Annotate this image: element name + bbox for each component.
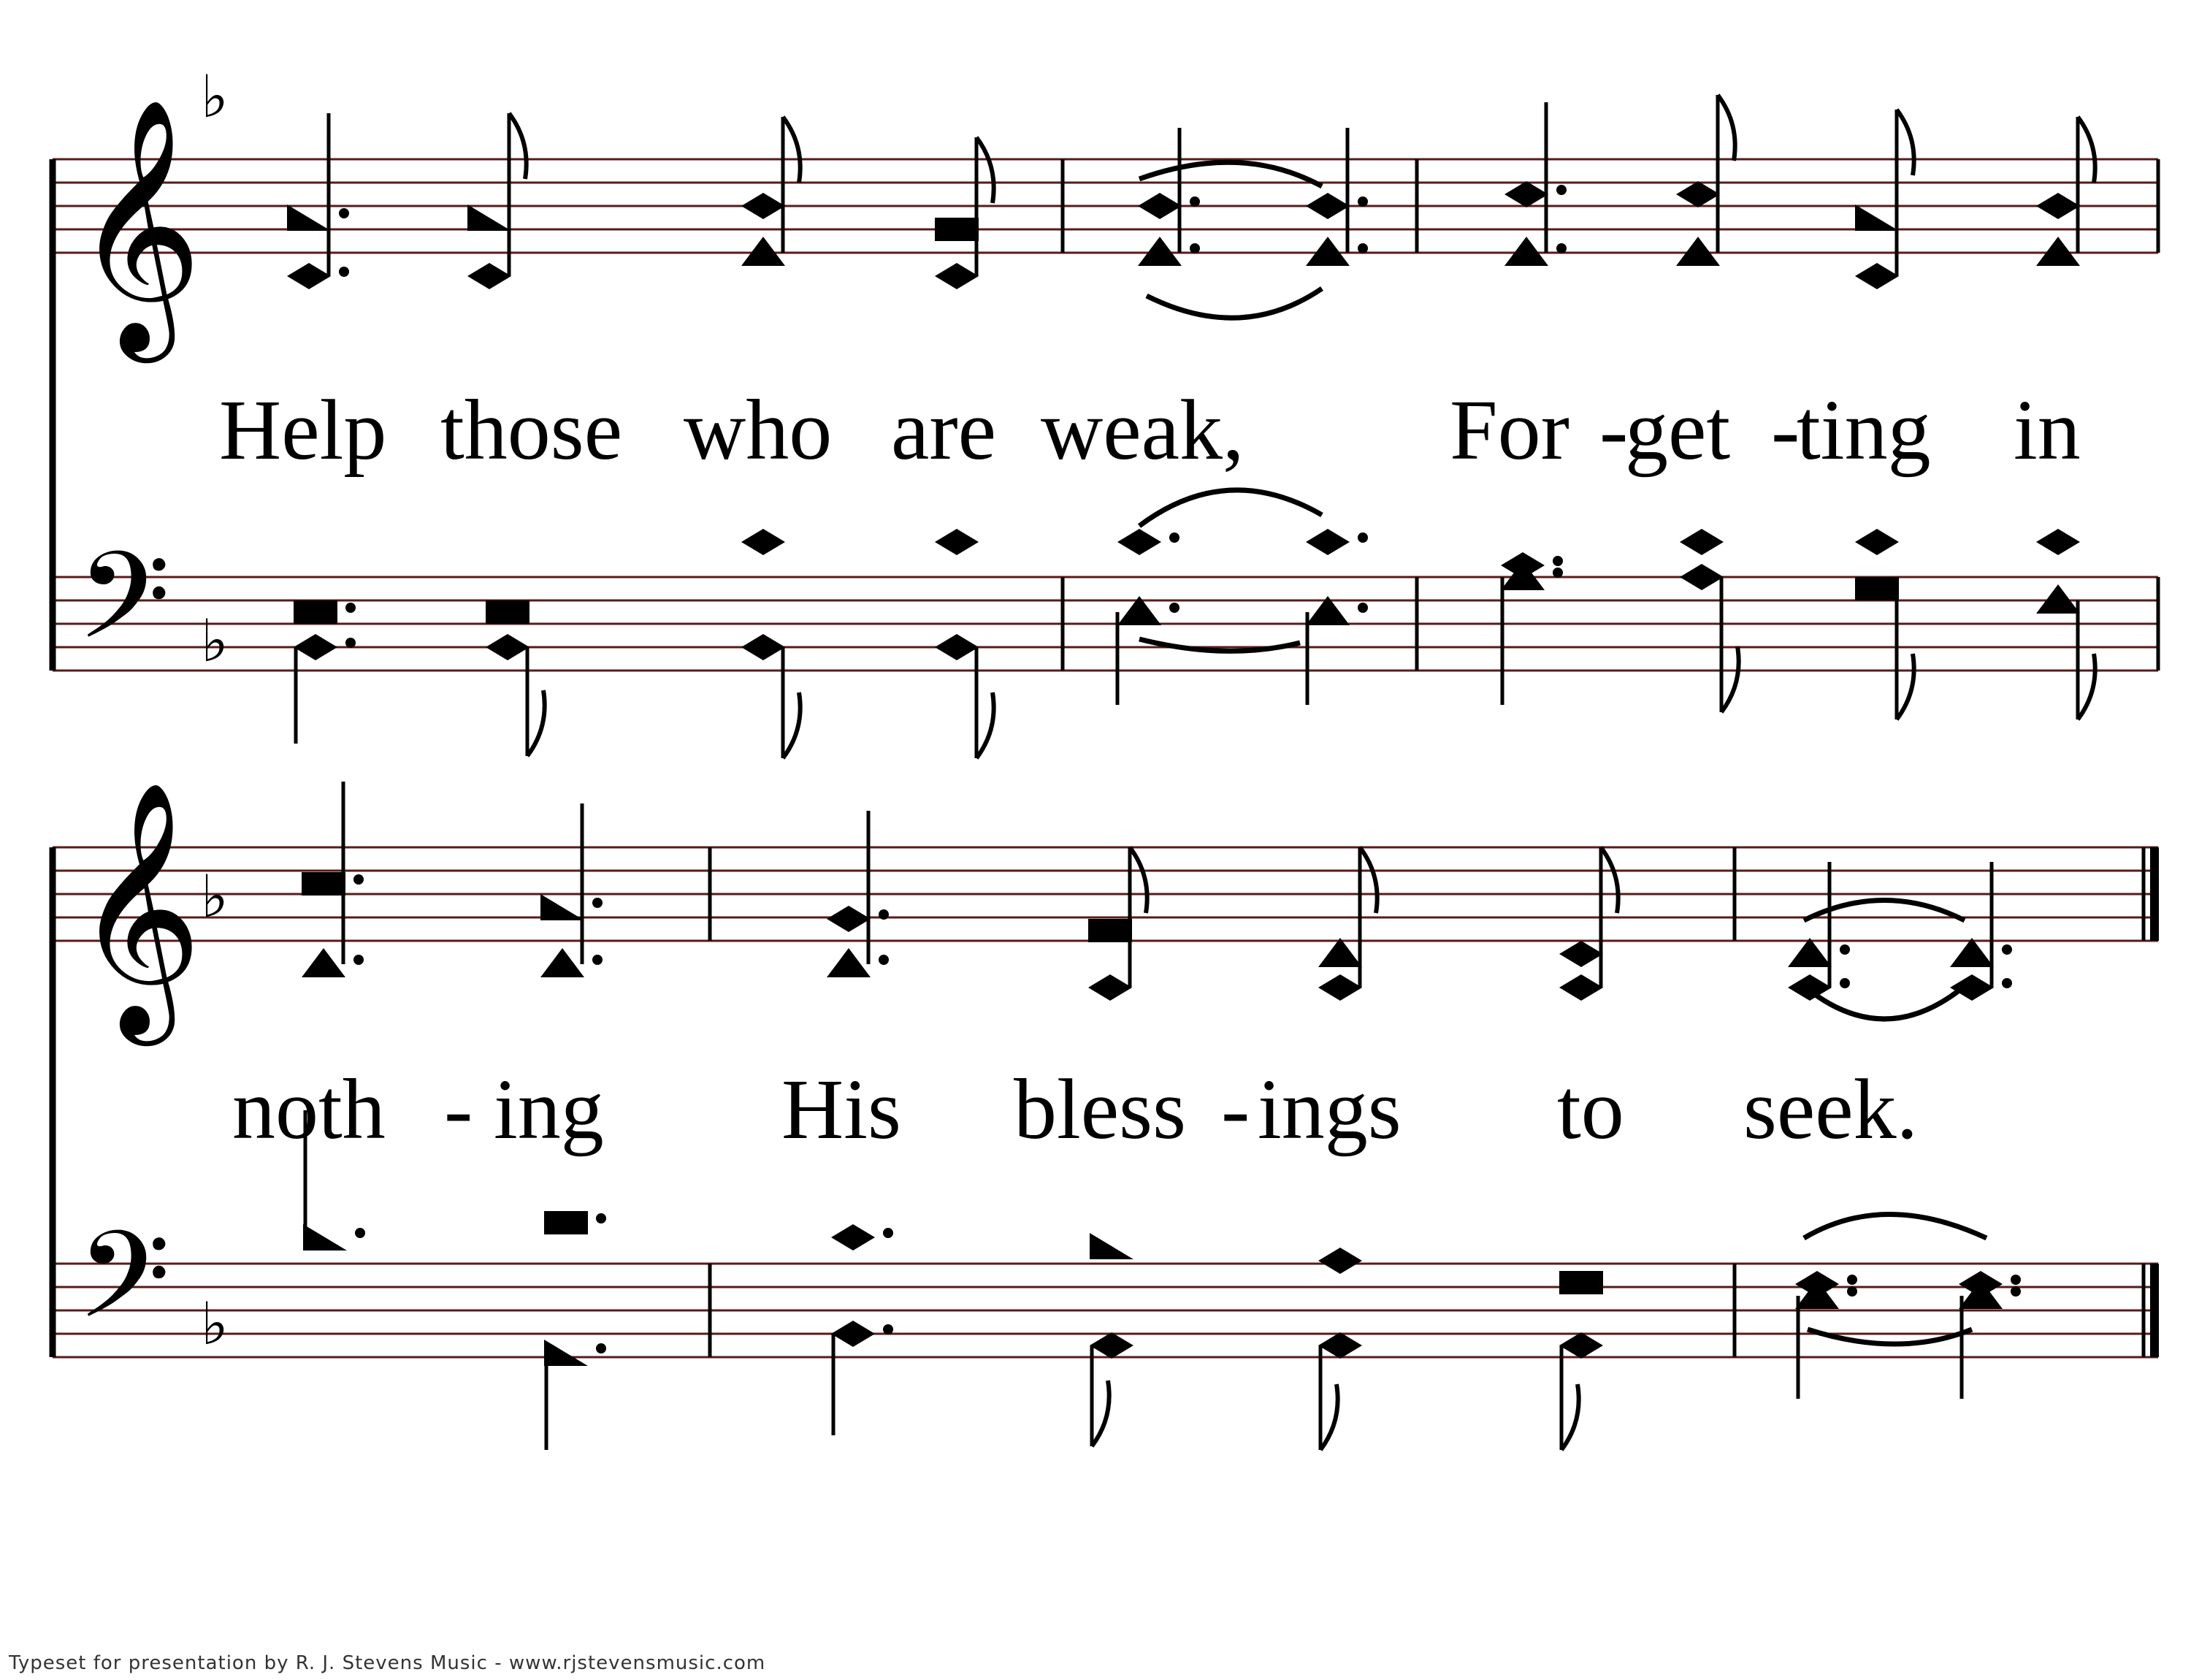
note-head bbox=[1676, 237, 1720, 266]
lyric: those bbox=[440, 382, 623, 478]
flat-icon bbox=[201, 863, 229, 931]
lyric: Help bbox=[219, 382, 387, 478]
note-head bbox=[1950, 974, 1994, 1001]
note-head bbox=[486, 634, 529, 660]
augmentation-dot bbox=[345, 638, 356, 648]
note-head bbox=[1559, 1332, 1603, 1359]
augmentation-dot bbox=[353, 874, 364, 885]
note-flag bbox=[1130, 847, 1147, 913]
note-head bbox=[1088, 974, 1132, 1001]
lyric: ting bbox=[1797, 382, 1931, 478]
staff-lines bbox=[53, 159, 2159, 1357]
final-barline bbox=[2150, 1264, 2159, 1357]
augmentation-dot bbox=[1358, 243, 1368, 253]
note-head bbox=[1090, 1233, 1133, 1259]
svg-text:𝄞: 𝄞 bbox=[73, 779, 203, 1034]
note-head bbox=[1306, 237, 1350, 266]
note-flag bbox=[527, 690, 545, 756]
tie bbox=[1147, 289, 1322, 318]
tie bbox=[1804, 1215, 1987, 1239]
note-head bbox=[741, 634, 785, 660]
lyric-hyphen: - bbox=[1221, 1061, 1250, 1157]
augmentation-dot bbox=[879, 955, 889, 965]
lyric: His bbox=[781, 1061, 901, 1157]
lyric: bless bbox=[1014, 1061, 1186, 1157]
svg-text:♭: ♭ bbox=[201, 63, 229, 131]
note-head bbox=[741, 237, 785, 266]
final-barline bbox=[2150, 847, 2159, 941]
augmentation-dot bbox=[592, 898, 603, 908]
augmentation-dot bbox=[353, 955, 364, 965]
note-head bbox=[1855, 263, 1899, 289]
note-head bbox=[831, 1321, 875, 1347]
note-head bbox=[1559, 1271, 1603, 1294]
note-head bbox=[287, 205, 331, 231]
note-head bbox=[1950, 938, 1994, 967]
augmentation-dot bbox=[1556, 185, 1567, 195]
svg-text:𝄢: 𝄢 bbox=[77, 526, 171, 696]
note-head bbox=[1855, 205, 1899, 231]
lyric: noth bbox=[232, 1061, 386, 1157]
lyric: ings bbox=[1258, 1061, 1402, 1157]
lyric: seek. bbox=[1743, 1061, 1919, 1157]
note-flag bbox=[1601, 847, 1618, 913]
note-flag bbox=[1320, 1384, 1338, 1450]
note-head bbox=[1117, 529, 1161, 555]
bass-clef-icon bbox=[77, 526, 171, 696]
note-flag bbox=[976, 137, 994, 203]
note-head bbox=[544, 1211, 588, 1234]
note-head bbox=[1318, 938, 1362, 967]
augmentation-dot bbox=[1840, 944, 1850, 955]
augmentation-dot bbox=[596, 1343, 606, 1353]
svg-text:♭: ♭ bbox=[201, 1290, 229, 1358]
note-head bbox=[544, 1340, 588, 1366]
bass-clef-icon bbox=[77, 1205, 171, 1375]
augmentation-dot bbox=[879, 909, 889, 920]
note-head bbox=[1306, 193, 1350, 219]
note-head bbox=[302, 872, 345, 896]
note-head bbox=[303, 1224, 347, 1251]
note-head bbox=[1504, 181, 1548, 207]
augmentation-dot bbox=[2011, 1275, 2021, 1285]
augmentation-dot bbox=[596, 1213, 606, 1223]
augmentation-dot bbox=[1190, 196, 1200, 207]
note-head bbox=[935, 263, 979, 289]
svg-text:♭: ♭ bbox=[201, 607, 229, 675]
tie bbox=[1808, 1329, 1972, 1344]
note-head bbox=[1088, 919, 1132, 942]
note-head bbox=[486, 600, 529, 624]
note-flag bbox=[509, 113, 527, 179]
flat-icon bbox=[201, 1290, 229, 1358]
note-head bbox=[1680, 564, 1724, 590]
svg-text:♭: ♭ bbox=[201, 863, 229, 931]
note-head bbox=[1855, 577, 1899, 600]
augmentation-dot bbox=[2011, 1286, 2021, 1297]
tie bbox=[1804, 986, 1965, 1019]
note-head bbox=[294, 600, 337, 624]
note-head bbox=[1676, 181, 1720, 207]
note-head bbox=[935, 218, 979, 241]
lyric: get bbox=[1625, 382, 1731, 478]
augmentation-dot bbox=[1190, 243, 1200, 253]
note-head bbox=[1090, 1332, 1133, 1359]
note-head bbox=[1680, 529, 1724, 555]
note-flag bbox=[1092, 1381, 1109, 1446]
note-head bbox=[287, 263, 331, 289]
note-head bbox=[1318, 974, 1362, 1001]
note-flag bbox=[783, 692, 800, 758]
note-head bbox=[1559, 941, 1603, 967]
note-head bbox=[1318, 1332, 1362, 1359]
note-head bbox=[302, 948, 345, 977]
note-head bbox=[1138, 193, 1182, 219]
augmentation-dot bbox=[2002, 978, 2012, 988]
augmentation-dot bbox=[1358, 196, 1368, 207]
augmentation-dot bbox=[592, 955, 603, 965]
footer-credit: Typeset for presentation by R. J. Stevens Music - www.rjstevensmusic.com bbox=[9, 1652, 766, 1674]
note-flag bbox=[1561, 1384, 1579, 1450]
augmentation-dot bbox=[1847, 1286, 1857, 1297]
augmentation-dot bbox=[1169, 532, 1179, 543]
note-flag bbox=[783, 117, 800, 183]
augmentation-dot bbox=[355, 1228, 365, 1238]
note-head bbox=[827, 948, 871, 977]
note-head bbox=[2036, 529, 2080, 555]
augmentation-dot bbox=[1358, 532, 1368, 543]
note-head bbox=[831, 1224, 875, 1251]
augmentation-dot bbox=[1358, 603, 1368, 613]
augmentation-dot bbox=[1553, 556, 1563, 566]
augmentation-dot bbox=[345, 603, 356, 613]
augmentation-dot bbox=[1553, 568, 1563, 578]
lyric: weak, bbox=[1041, 382, 1244, 478]
augmentation-dot bbox=[339, 267, 349, 277]
lyric: For bbox=[1450, 382, 1569, 478]
treble-clef-icon bbox=[73, 779, 202, 1047]
note-flag bbox=[2078, 654, 2095, 719]
note-head bbox=[935, 529, 979, 555]
note-flag bbox=[976, 692, 994, 758]
note-head bbox=[467, 205, 511, 231]
tie bbox=[1139, 490, 1322, 526]
lyric: to bbox=[1557, 1061, 1624, 1157]
augmentation-dot bbox=[883, 1228, 893, 1238]
augmentation-dot bbox=[339, 208, 349, 218]
note-head bbox=[1318, 1248, 1362, 1274]
augmentation-dot bbox=[2002, 944, 2012, 955]
note-head bbox=[540, 948, 584, 977]
augmentation-dot bbox=[1556, 243, 1567, 253]
notes bbox=[287, 95, 2095, 1450]
note-head bbox=[827, 906, 871, 932]
note-flag bbox=[2078, 117, 2095, 183]
note-head bbox=[1559, 974, 1603, 1001]
flat-icon bbox=[201, 63, 229, 131]
treble-clef-icon bbox=[73, 96, 202, 364]
note-head bbox=[1306, 529, 1350, 555]
note-head bbox=[1788, 938, 1832, 967]
note-head bbox=[1855, 529, 1899, 555]
note-head bbox=[935, 634, 979, 660]
lyric: in bbox=[2014, 382, 2081, 478]
note-head bbox=[1504, 237, 1548, 266]
lyric: who bbox=[684, 382, 833, 478]
svg-text:𝄞: 𝄞 bbox=[73, 96, 203, 351]
note-head bbox=[741, 193, 785, 219]
note-head bbox=[1138, 237, 1182, 266]
note-head bbox=[2036, 584, 2080, 614]
note-flag bbox=[1721, 646, 1739, 712]
note-head bbox=[2036, 237, 2080, 266]
flat-icon bbox=[201, 607, 229, 675]
note-flag bbox=[1718, 95, 1735, 161]
note-flag bbox=[1897, 654, 1914, 719]
augmentation-dot bbox=[883, 1324, 893, 1335]
lyric-hyphen: - bbox=[444, 1061, 473, 1157]
note-head bbox=[741, 529, 785, 555]
lyric: are bbox=[891, 382, 997, 478]
augmentation-dot bbox=[1169, 603, 1179, 613]
note-flag bbox=[1360, 847, 1377, 913]
lyric-hyphen: - bbox=[1771, 382, 1800, 478]
augmentation-dot bbox=[1847, 1275, 1857, 1285]
note-head bbox=[2036, 193, 2080, 219]
tie bbox=[1139, 639, 1300, 651]
lyric-hyphen: - bbox=[1599, 382, 1629, 478]
note-head bbox=[467, 263, 511, 289]
augmentation-dot bbox=[1840, 978, 1850, 988]
svg-text:𝄢: 𝄢 bbox=[77, 1205, 171, 1375]
lyric: ing bbox=[494, 1061, 604, 1157]
note-flag bbox=[1897, 110, 1914, 175]
note-head bbox=[294, 634, 337, 660]
